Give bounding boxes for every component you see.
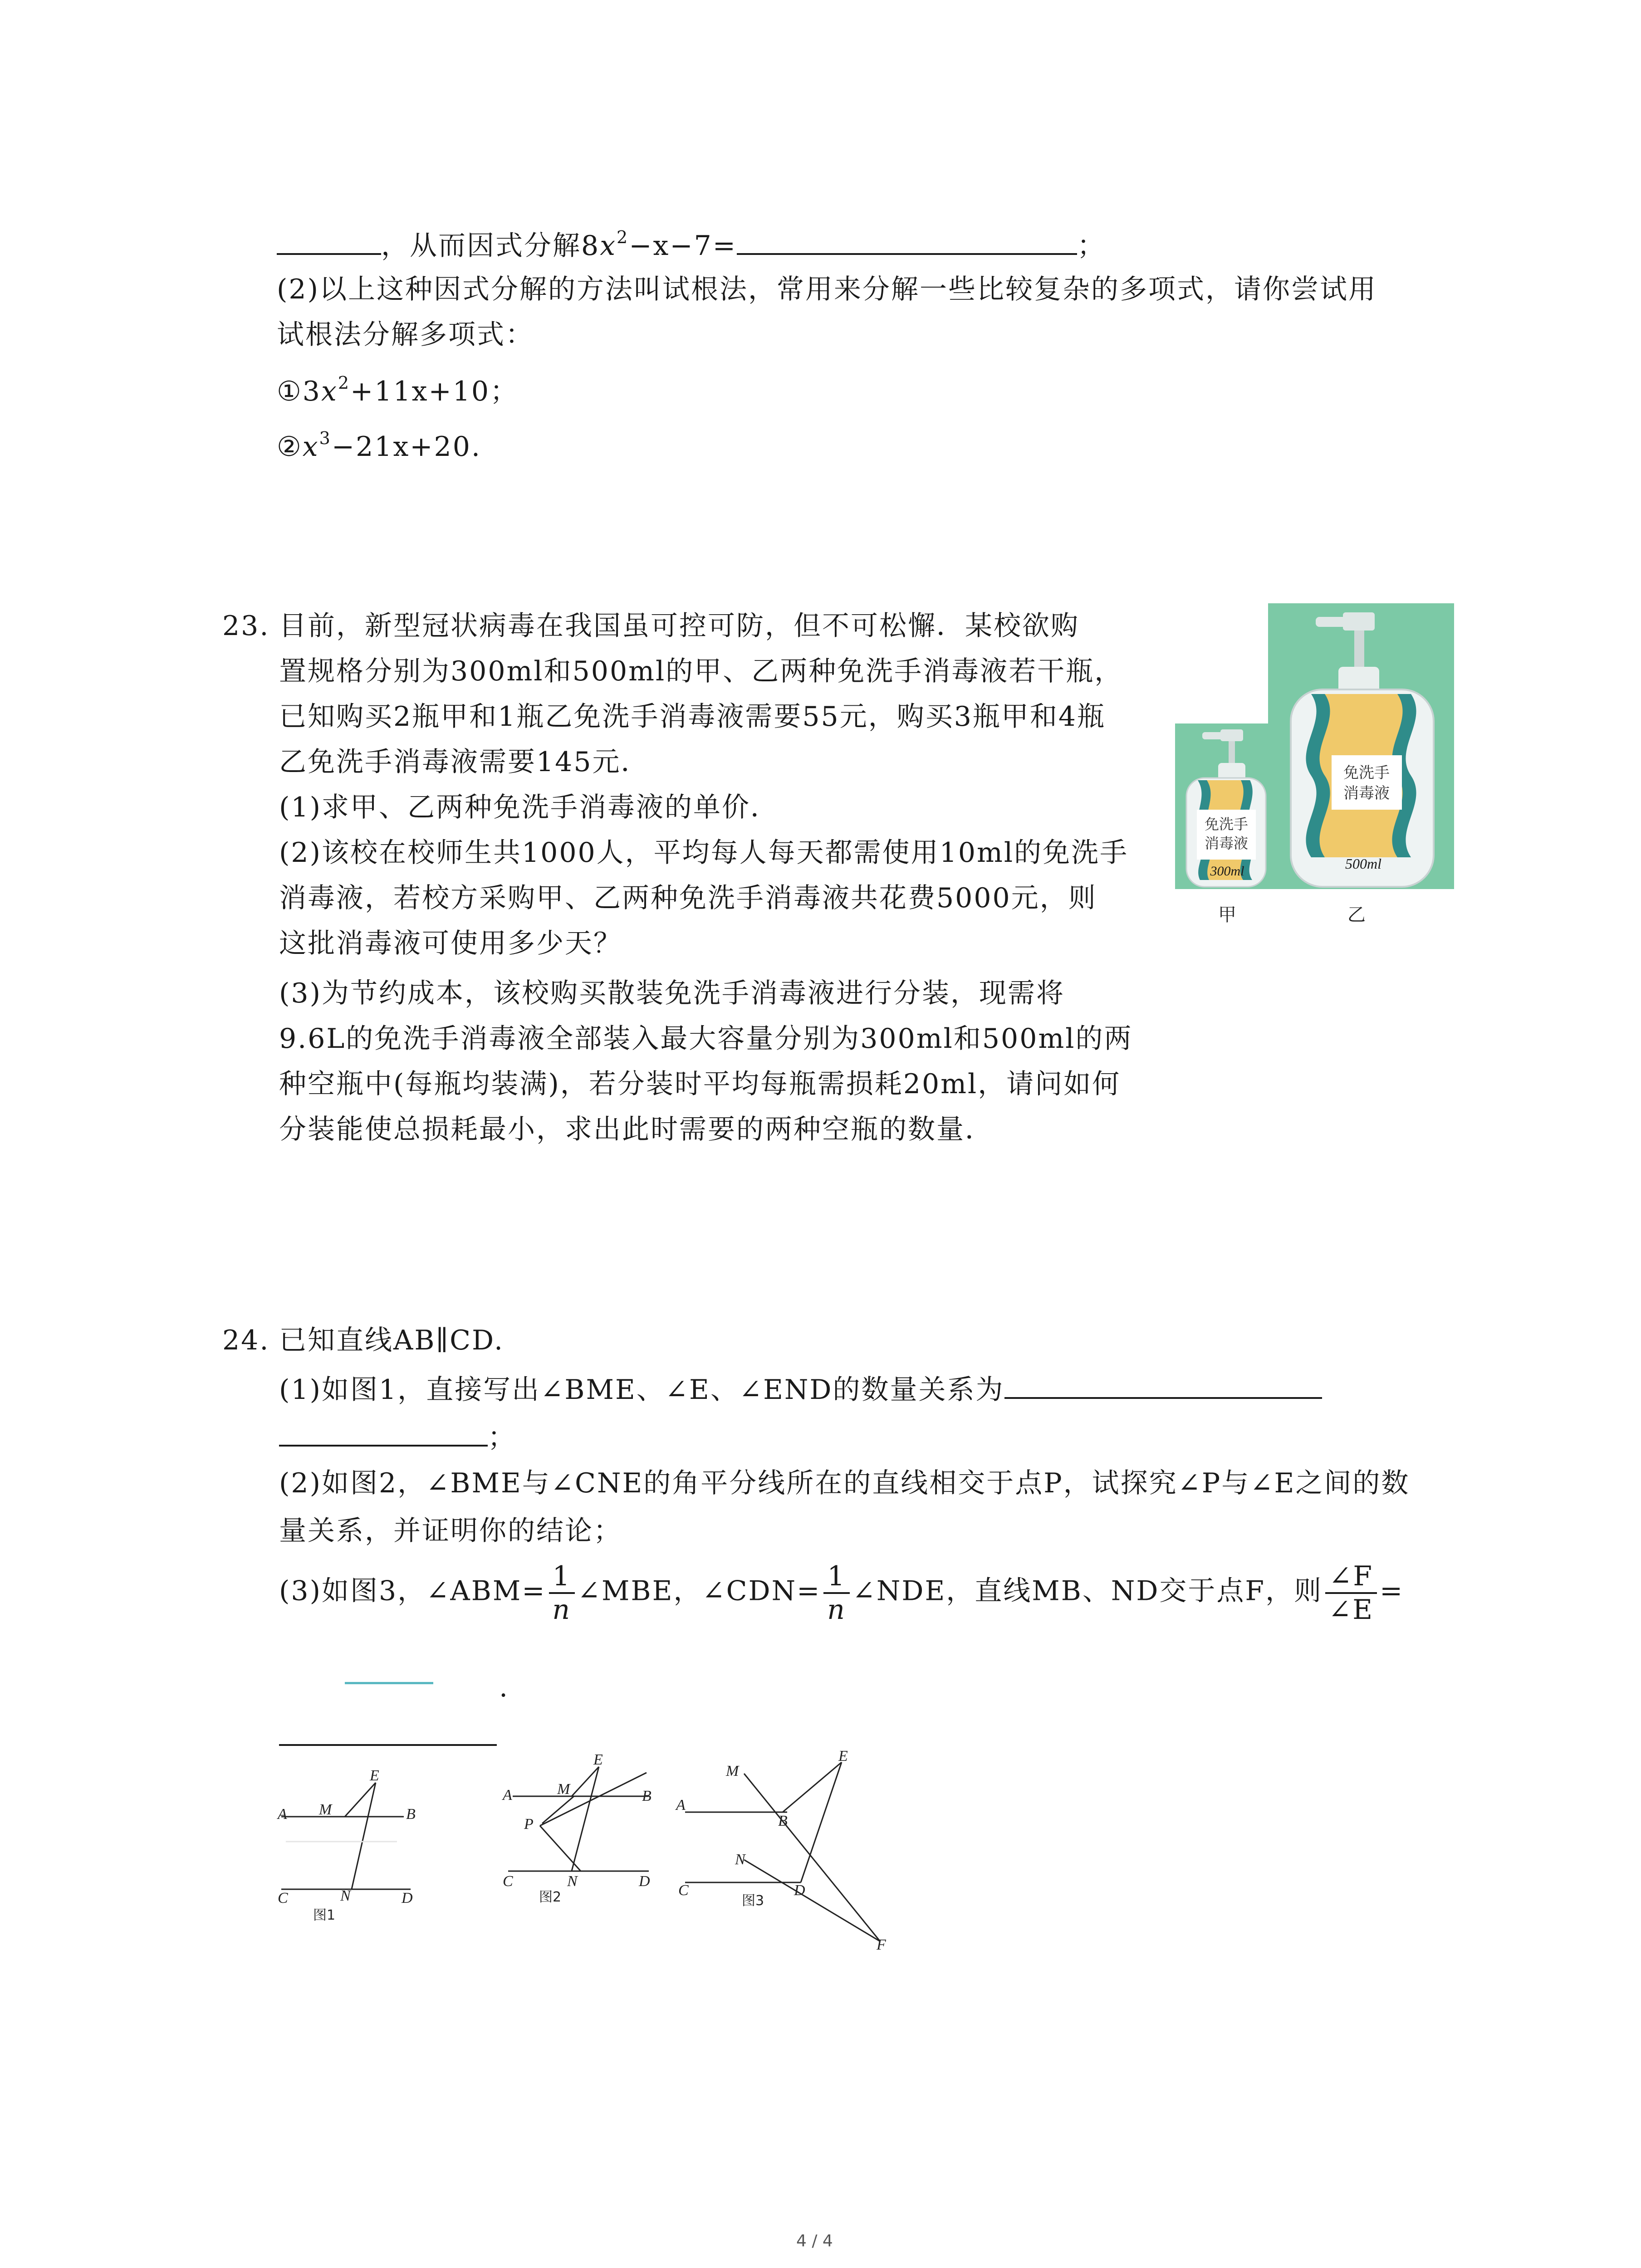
svg-text:N: N <box>340 1887 351 1904</box>
q24-given: 已知直线AB∥CD. <box>279 1325 505 1356</box>
answer-input-underline[interactable] <box>345 1682 433 1684</box>
fraction-1-over-n: $\frac{1}{n}$ <box>549 1560 575 1626</box>
svg-text:甲: 甲 <box>1218 904 1236 925</box>
svg-text:P: P <box>524 1816 534 1833</box>
svg-text:乙: 乙 <box>1347 904 1366 925</box>
svg-text:300ml: 300ml <box>1210 864 1244 879</box>
sanitizer-bottles-image <box>1175 603 1456 930</box>
answer-blank[interactable] <box>1004 1370 1322 1399</box>
answer-blank[interactable] <box>277 226 381 255</box>
q23-line: 目前，新型冠状病毒在我国虽可控可防，但不可松懈．某校欲购 <box>279 610 1079 642</box>
svg-text:500ml: 500ml <box>1345 855 1381 872</box>
q24-part1: (1)如图1，直接写出∠BME、∠E、∠END的数量关系为 <box>279 1370 1322 1408</box>
q23-number: 23. <box>222 610 270 642</box>
q24-part2-line2: 量关系，并证明你的结论； <box>279 1515 622 1547</box>
figure-1 <box>281 1783 411 1889</box>
q23-line: (2)该校在校师生共1000人，平均每人每天都需使用10ml的免洗手 <box>279 837 1129 869</box>
page-number: 4 / 4 <box>796 2232 833 2250</box>
q23-line: 消毒液，若校方采购甲、乙两种免洗手消毒液共花费5000元，则 <box>279 882 1097 914</box>
svg-text:C: C <box>678 1882 689 1899</box>
q22-part2-line2: 试根法分解多项式： <box>277 319 534 351</box>
svg-text:D: D <box>639 1873 650 1890</box>
svg-text:M: M <box>557 1781 570 1798</box>
svg-text:C: C <box>278 1890 288 1906</box>
svg-text:F: F <box>877 1936 886 1950</box>
q24-figures <box>272 1751 930 1950</box>
q23-line: 置规格分别为300ml和500ml的甲、乙两种免洗手消毒液若干瓶， <box>279 655 1123 687</box>
fraction-1-over-n: $\frac{1}{n}$ <box>823 1560 849 1626</box>
svg-text:E: E <box>838 1751 848 1765</box>
answer-blank[interactable] <box>737 226 1077 255</box>
q23-line: 乙免洗手消毒液需要145元． <box>279 746 650 778</box>
q23-line: (1)求甲、乙两种免洗手消毒液的单价． <box>279 792 779 823</box>
svg-text:N: N <box>567 1873 578 1890</box>
svg-text:D: D <box>794 1882 805 1899</box>
svg-text:免洗手: 免洗手 <box>1343 764 1390 782</box>
svg-text:图2: 图2 <box>539 1889 562 1905</box>
svg-text:消毒液: 消毒液 <box>1204 835 1249 852</box>
svg-text:图3: 图3 <box>742 1893 764 1909</box>
svg-text:消毒液: 消毒液 <box>1343 784 1390 802</box>
q24-part1-cont: ； <box>279 1418 516 1456</box>
svg-text:E: E <box>370 1767 379 1784</box>
q23-line: 分装能使总损耗最小，求出此时需要的两种空瓶的数量． <box>279 1114 994 1145</box>
svg-text:C: C <box>503 1873 513 1890</box>
svg-text:N: N <box>735 1851 745 1868</box>
q23-line: 9.6L的免洗手消毒液全部装入最大容量分别为300ml和500ml的两 <box>279 1023 1133 1055</box>
q22-item1: $①3x^2+11x+10$； <box>277 373 519 407</box>
q22-part2-line1: (2)以上这种因式分解的方法叫试根法，常用来分解一些比较复杂的多项式，请你尝试用 <box>277 274 1377 305</box>
svg-text:E: E <box>593 1751 603 1768</box>
answer-blank[interactable] <box>279 1418 488 1447</box>
q24-part3: (3)如图3，∠ABM= $\frac{1}{n}$ ∠MBE，∠CDN= $\frac{1}{n}$ ∠NDE，直线MB、ND交于点F，则 $\frac{\angle F}{\angle E}$ = <box>279 1560 1404 1626</box>
q23-line: (3)为节约成本，该校购买散装免洗手消毒液进行分装，现需将 <box>279 978 1065 1009</box>
svg-text:D: D <box>402 1890 413 1906</box>
svg-text:A: A <box>278 1806 287 1823</box>
q24-part2-line1: (2)如图2，∠BME与∠CNE的角平分线所在的直线相交于点P，试探究∠P与∠E之间的数 <box>279 1467 1410 1499</box>
svg-text:免洗手: 免洗手 <box>1204 816 1249 833</box>
q22-item2: $②x^3-21x+20$. <box>277 428 481 463</box>
answer-blank[interactable] <box>279 1744 497 1746</box>
q23-line: 种空瓶中(每瓶均装满)，若分装时平均每瓶需损耗20ml，请问如何 <box>279 1068 1121 1100</box>
q24-period: . <box>499 1672 509 1703</box>
svg-text:B: B <box>642 1788 652 1804</box>
svg-text:B: B <box>406 1806 416 1823</box>
svg-text:B: B <box>778 1813 788 1829</box>
svg-text:A: A <box>676 1797 686 1813</box>
svg-text:M: M <box>319 1801 332 1818</box>
svg-text:M: M <box>726 1763 739 1779</box>
q23-line: 已知购买2瓶甲和1瓶乙免洗手消毒液需要55元，购买3瓶甲和4瓶 <box>279 701 1106 733</box>
fraction-angle-f-over-angle-e: $\frac{\angle F}{\angle E}$ <box>1325 1560 1377 1626</box>
svg-text:图1: 图1 <box>313 1907 336 1923</box>
q22-line1: ，从而因式分解$8x^2-x-7=$ ； <box>277 226 1106 264</box>
q23-line: 这批消毒液可使用多少天？ <box>279 928 622 959</box>
svg-text:A: A <box>503 1787 512 1804</box>
figure-3 <box>685 1762 880 1941</box>
q24-number: 24. <box>222 1325 270 1356</box>
